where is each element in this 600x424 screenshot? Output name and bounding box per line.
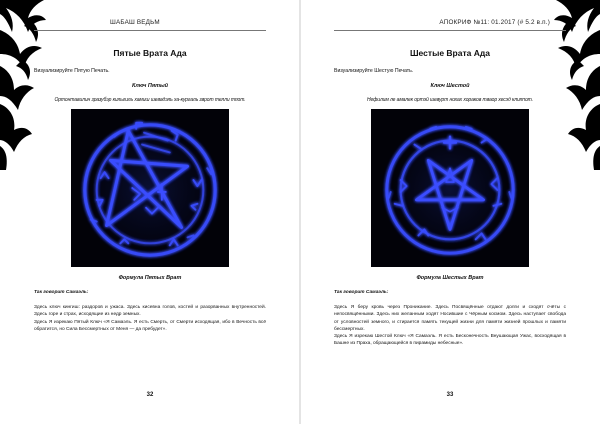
intro-text: Визуализируйте Пятую Печать. bbox=[34, 68, 110, 74]
fifth-gate-sigil-image bbox=[71, 109, 229, 267]
header-rule bbox=[334, 30, 566, 31]
speaker-label: Так говорит Самаэль: bbox=[334, 290, 389, 295]
body-paragraph: Здесь ключ кингиш: раздоров и ужаса. Здесь кисевна голов, костей и разорванных внутренностей. Здесь горе и страх, исходящие из недр земных. bbox=[34, 305, 266, 318]
intro-text: Визуализируйте Шестую Печать. bbox=[334, 68, 414, 74]
sigil-caption: Формула Шестых Врат bbox=[416, 275, 484, 281]
sixth-gate-sigil-image bbox=[371, 109, 529, 267]
key-label: Ключ Шестой bbox=[430, 83, 470, 89]
chapter-title: Шестые Врата Ада bbox=[410, 48, 490, 58]
running-head: АПОКРИФ №11: 01.2017 (# 5.2 в.п.) bbox=[439, 19, 550, 26]
body-paragraph: Здесь Я изрекаю Пятый Ключ «Я Самаэль. Я есть Смерть, от Смерти исходящая, ибо в Вечность всё обратится, но Сила Бессмертных от Меня — да пребудет». bbox=[34, 319, 266, 332]
page-content bbox=[34, 48, 266, 424]
page-number: 32 bbox=[146, 392, 154, 398]
body-paragraph: Здесь Я беру кровь через Проникание. Здесь Посвящённые отдают долги и сходят счёты с непосвящёнными. Здесь них желанным ходят Носившие с Чёрным космом. Здесь наступает свобода от условностей земного, и стирается память текущей жизни для памяти жизней прошлых и памяти бессмертных. bbox=[334, 305, 566, 332]
header-rule bbox=[34, 30, 266, 31]
key-label: Ключ Пятый bbox=[131, 83, 169, 89]
page-number: 33 bbox=[446, 392, 454, 398]
speaker-label: Так говорит Самаэль: bbox=[34, 290, 89, 295]
key-incantation: Нефилим ле амалек ортэй шевурт нохах хораков тваор хесэд клиппот. bbox=[367, 97, 533, 103]
body-paragraph: Здесь Я изрекаю Шестой Ключ «Я Самаэль. Я есть Бесконечность Внушающая Ужас, восходящая в Башне из Праха, обращающейся в пирамиды небесные». bbox=[334, 334, 566, 347]
right-page bbox=[300, 0, 600, 424]
running-head: ШАБАШ ВЕДЬМ bbox=[110, 19, 160, 26]
chapter-title: Пятые Врата Ада bbox=[113, 48, 187, 58]
sigil-caption: Формула Пятых Врат bbox=[118, 275, 182, 281]
key-incantation: Ортонтавилин зразубэр кильгиль хамиш шевадэль ха-кургаль зврот телли тпот. bbox=[54, 97, 246, 103]
page-content bbox=[334, 48, 566, 424]
